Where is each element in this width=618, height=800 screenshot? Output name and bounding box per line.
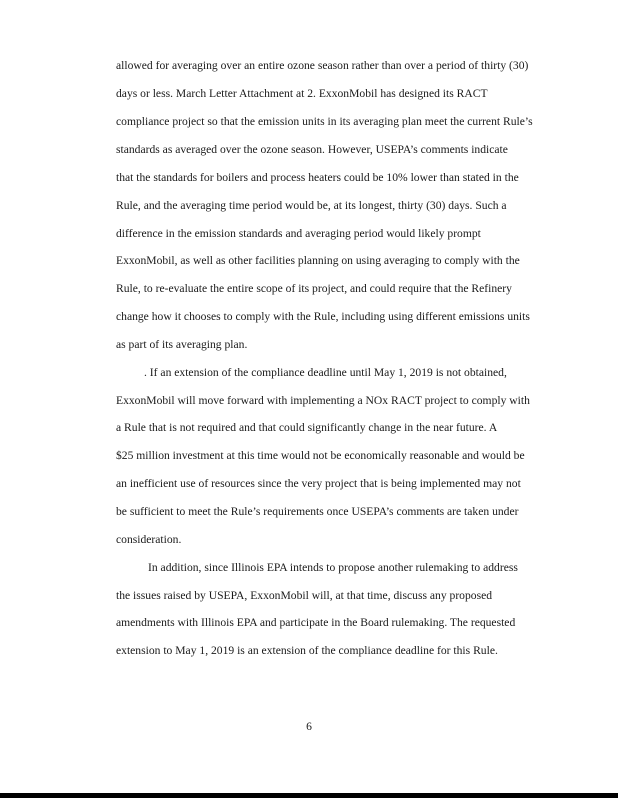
text-line: change how it chooses to comply with the Rule, including using different emissions units — [116, 310, 530, 323]
text-line: compliance project so that the emission units in its averaging plan meet the current Rule’s — [116, 115, 533, 128]
page-number: 6 — [306, 720, 312, 733]
text-line: difference in the emission standards and averaging period would likely prompt — [116, 227, 481, 240]
text-line: Rule, to re-evaluate the entire scope of its project, and could require that the Refinery — [116, 282, 512, 295]
text-line: days or less. March Letter Attachment at 2. ExxonMobil has designed its RACT — [116, 87, 488, 100]
text-line: $25 million investment at this time would not be economically reasonable and would be — [116, 449, 525, 462]
text-line: an inefficient use of resources since the very project that is being implemented may not — [116, 477, 521, 490]
text-line: extension to May 1, 2019 is an extension of the compliance deadline for this Rule. — [116, 644, 498, 657]
text-line: a Rule that is not required and that could significantly change in the near future. A — [116, 421, 498, 434]
text-line: the issues raised by USEPA, ExxonMobil will, at that time, discuss any proposed — [116, 589, 493, 602]
text-line: be sufficient to meet the Rule’s requirements once USEPA’s comments are taken under — [116, 505, 519, 518]
bottom-scan-border — [0, 793, 618, 798]
text-line: that the standards for boilers and process heaters could be 10% lower than stated in the — [116, 171, 519, 184]
text-line: In addition, since Illinois EPA intends to propose another rulemaking to address — [148, 561, 518, 574]
text-line: as part of its averaging plan. — [116, 338, 248, 351]
text-line: amendments with Illinois EPA and participate in the Board rulemaking. The requested — [116, 616, 516, 629]
text-line: standards as averaged over the ozone season. However, USEPA’s comments indicate — [116, 143, 508, 156]
text-line: ExxonMobil will move forward with implementing a NOx RACT project to comply with — [116, 394, 530, 407]
text-line: allowed for averaging over an entire ozone season rather than over a period of thirty (30) — [116, 59, 529, 72]
text-line: consideration. — [116, 533, 182, 546]
text-line: . If an extension of the compliance deadline until May 1, 2019 is not obtained, — [144, 366, 507, 379]
text-line: ExxonMobil, as well as other facilities planning on using averaging to comply with the — [116, 254, 520, 267]
text-line: Rule, and the averaging time period would be, at its longest, thirty (30) days. Such a — [116, 199, 507, 212]
